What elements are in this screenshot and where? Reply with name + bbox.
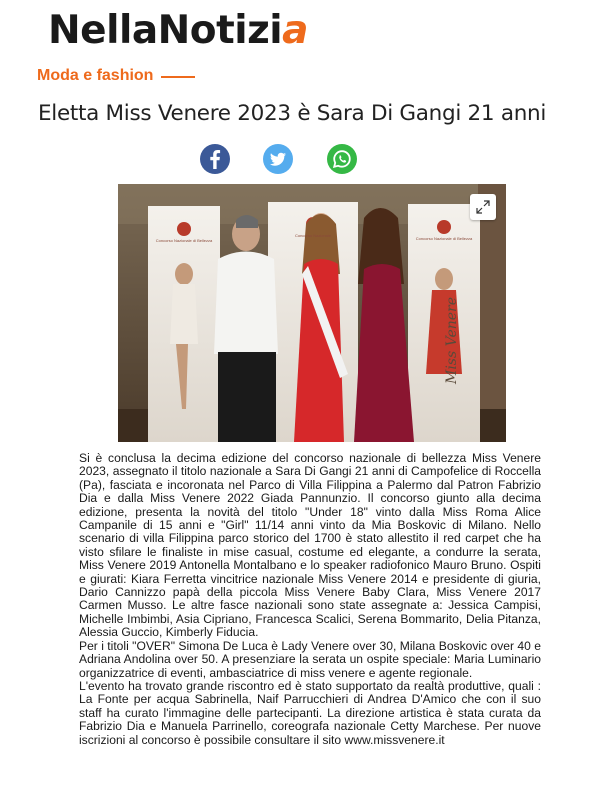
banner-right-text: Concorso Nazionale di Bellezza <box>415 236 473 241</box>
miss-venere-photo-illustration <box>118 184 506 442</box>
article-photo[interactable] <box>118 184 506 442</box>
article-paragraph: Si è conclusa la decima edizione del concorso nazionale di bellezza Miss Venere 2023, assegnato il titolo nazionale a Sara Di Gangi 21 anni di Campofelice di Roccella (Pa), fasciata e incoronata nel Parco di Villa Filippina a Palermo dal Patron Fabrizio Dia e dalla Miss Venere 2022 Giada Pannunzio. Il concorso giunto alla decima edizione, presenta la novità del titolo "Under 18" vinto dalla Miss Roma Alice Campanile di 15 anni e "Girl" 11/14 anni vinto da Mia Boskovic di Milano. Nello scenario di villa Filippina parco storico del 1700 è stato allestito il red carpet che ha visto sfilare le finaliste in mise casual, costume ed elegante, a condurre la serata, Miss Venere 2019 Antonella Montalbano e lo speaker radiofonico Mauro Bruno. Ospiti e giurati: Kiara Ferretta vincitrice nazionale Miss Venere 2014 e presidente di giuria, Dario Cannizzo papà della piccola Miss Venere Baby Clara, Miss Venere 2017 Carmen Musso. Le altre fasce nazionali sono state assegnate a: Jessica Campisi, Michelle Imbimbi, Asia Cipriano, Francesca Scalici, Serena Bommarito, Delia Pitanza, Alessia Guccio, Kimberly Fiducia. <box>79 451 541 640</box>
facebook-share-button[interactable] <box>200 144 230 174</box>
category-label: Moda e fashion <box>37 67 154 84</box>
whatsapp-share-button[interactable] <box>327 144 357 174</box>
banner-script-text: Miss Venere <box>444 296 460 384</box>
category-link[interactable] <box>37 67 195 85</box>
expand-icon <box>476 200 490 214</box>
expand-photo-button[interactable] <box>470 194 496 220</box>
twitter-share-button[interactable] <box>263 144 293 174</box>
logo-main-text: NellaNotizi <box>48 8 283 53</box>
article-headline: Eletta Miss Venere 2023 è Sara Di Gangi 21 anni <box>38 101 547 126</box>
twitter-icon <box>263 144 293 174</box>
article-paragraph: L'evento ha trovato grande riscontro ed è stato supportato da realtà produttive, quali : La Fonte per acqua Sabrinella, Naif Parrucchieri di Andrea D'Amico che con il suo staff ha curato l'immagine delle partecipanti. La direzione artistica è stata curata da Fabrizio Dia e Manuela Parrinello, coreografa nazionale Cetty Marchese. Per nuove iscrizioni al concorso è possibile consultare il sito www.missvenere.it <box>79 678 541 747</box>
article-paragraph: Per i titoli "OVER" Simona De Luca è Lady Venere over 30, Milana Boskovic over 40 e Adriana Andolina over 50. A presenziare la serata un ospite speciale: Maria Luminario organizzatrice di eventi, ambasciatrice di miss venere e agente regionale. <box>79 638 541 680</box>
facebook-icon <box>200 144 230 174</box>
category-divider <box>161 76 195 78</box>
article-body <box>79 452 541 747</box>
whatsapp-icon <box>327 144 357 174</box>
banner-center-text: Concorso Nazionale <box>294 233 332 238</box>
banner-left-text: Concorso Nazionale di Bellezza <box>155 238 213 243</box>
logo-accent-letter: a <box>282 8 309 53</box>
site-logo[interactable] <box>48 8 308 54</box>
